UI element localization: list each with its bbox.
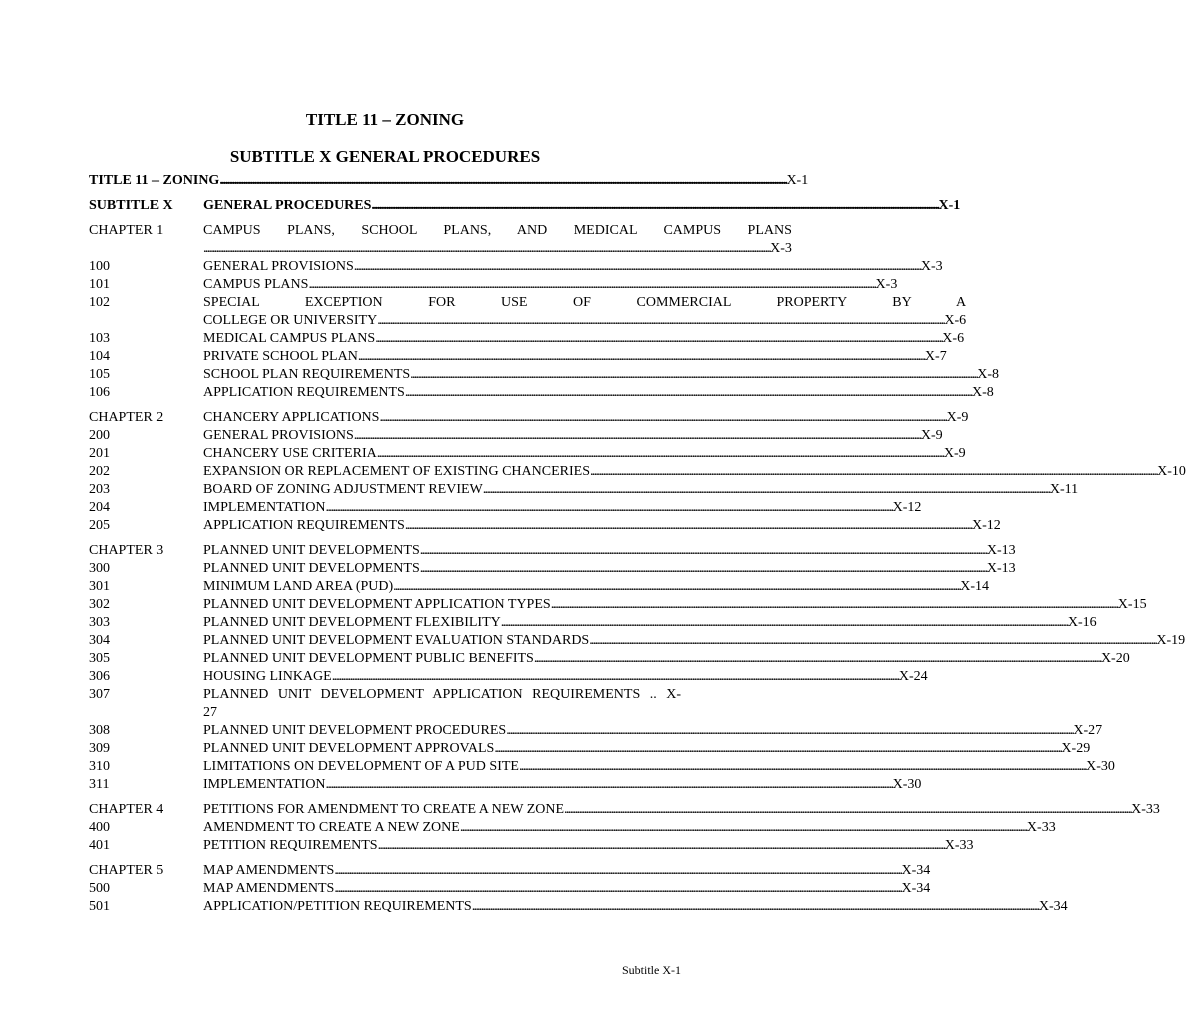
toc-entry-label: SPECIAL EXCEPTION FOR USE OF COMMERCIAL PROPERTY BY A — [203, 295, 967, 310]
toc-entry-subtitle-x[interactable] — [89, 197, 961, 215]
toc-entry-label: PLANNED UNIT DEVELOPMENT PUBLIC BENEFITS — [203, 651, 534, 666]
toc-entry-203[interactable] — [89, 481, 1079, 499]
toc-entry-305[interactable] — [89, 650, 1130, 668]
toc-entry-202[interactable] — [89, 463, 1186, 481]
toc-entry-number: 306 — [89, 669, 110, 684]
toc-entry-number: 303 — [89, 615, 110, 630]
toc-entry-page: X-10 — [1157, 464, 1186, 479]
toc-entry-page: X-34 — [1038, 899, 1068, 914]
toc-entry-number: 304 — [89, 633, 110, 648]
toc-entry-page: X-33 — [1026, 820, 1056, 835]
toc-entry-label: APPLICATION REQUIREMENTS — [203, 385, 405, 400]
toc-entry-307[interactable] — [89, 686, 681, 722]
toc-entry-310[interactable] — [89, 758, 1115, 776]
toc-entry-number: 400 — [89, 820, 110, 835]
toc-entry-number: 102 — [89, 295, 110, 310]
toc-entry-number: 205 — [89, 518, 110, 533]
toc-entry-number: 100 — [89, 259, 110, 274]
toc-entry-205[interactable] — [89, 517, 1001, 535]
toc-entry-page: X-6 — [944, 313, 967, 328]
toc-entry-label: GENERAL PROVISIONS — [203, 259, 354, 274]
toc-entry-200[interactable] — [89, 427, 943, 445]
toc-entry-page: X-15 — [1117, 597, 1147, 612]
toc-entry-number: CHAPTER 5 — [89, 863, 164, 878]
toc-entry-label: PLANNED UNIT DEVELOPMENT EVALUATION STANDARDS — [203, 633, 590, 648]
toc-entry-204[interactable] — [89, 499, 922, 517]
toc-entry-300[interactable] — [89, 560, 1016, 578]
toc-entry-page: X-9 — [946, 410, 969, 425]
toc-entry-label: TITLE 11 – ZONING — [89, 173, 220, 188]
toc-entry-number: 204 — [89, 500, 110, 515]
toc-entry-label: CAMPUS PLANS, SCHOOL PLANS, AND MEDICAL CAMPUS PLANS — [203, 223, 792, 238]
toc-entry-number: 101 — [89, 277, 110, 292]
toc-entry-number: 307 — [89, 687, 110, 702]
toc-entry-page: X-8 — [971, 385, 994, 400]
table-of-contents — [89, 172, 1186, 916]
toc-entry-chapter-1[interactable] — [89, 222, 792, 258]
toc-entry-page: X-24 — [898, 669, 928, 684]
toc-entry-label: IMPLEMENTATION — [203, 777, 326, 792]
toc-entry-chapter-5[interactable] — [89, 862, 931, 880]
toc-entry-number: 300 — [89, 561, 110, 576]
toc-entry-303[interactable] — [89, 614, 1097, 632]
toc-entry-page: X-29 — [1061, 741, 1091, 756]
toc-entry-page: X-20 — [1100, 651, 1130, 666]
toc-entry-500[interactable] — [89, 880, 931, 898]
toc-entry-page: X-6 — [942, 331, 965, 346]
toc-entry-title11[interactable] — [89, 172, 809, 190]
toc-entry-page: X-11 — [1049, 482, 1079, 497]
toc-entry-304[interactable] — [89, 632, 1186, 650]
toc-entry-page: X-33 — [1131, 802, 1160, 817]
toc-entry-102[interactable] — [89, 294, 967, 330]
toc-entry-page: X-3 — [875, 277, 898, 292]
toc-entry-chapter-3[interactable] — [89, 542, 1016, 560]
toc-entry-label: PETITIONS FOR AMENDMENT TO CREATE A NEW ZONE — [203, 802, 565, 817]
toc-entry-label: PRIVATE SCHOOL PLAN — [203, 349, 358, 364]
toc-entry-400[interactable] — [89, 819, 1056, 837]
toc-entry-101[interactable] — [89, 276, 898, 294]
toc-entry-label: MAP AMENDMENTS — [203, 863, 335, 878]
toc-entry-page: X-12 — [971, 518, 1001, 533]
toc-entry-label: APPLICATION/PETITION REQUIREMENTS — [203, 899, 472, 914]
toc-entry-page: X-34 — [901, 881, 931, 896]
toc-entry-label-cont: COLLEGE OR UNIVERSITY — [203, 313, 378, 328]
toc-entry-number: 106 — [89, 385, 110, 400]
toc-entry-number: 305 — [89, 651, 110, 666]
toc-entry-number: CHAPTER 3 — [89, 543, 164, 558]
toc-entry-label: SCHOOL PLAN REQUIREMENTS — [203, 367, 411, 382]
toc-entry-308[interactable] — [89, 722, 1103, 740]
toc-entry-number: 309 — [89, 741, 110, 756]
toc-entry-label: HOUSING LINKAGE — [203, 669, 332, 684]
page-subtitle: SUBTITLE X GENERAL PROCEDURES — [229, 147, 541, 166]
toc-entry-page: X-16 — [1067, 615, 1097, 630]
page-title: TITLE 11 – ZONING — [305, 110, 465, 129]
toc-entry-label: APPLICATION REQUIREMENTS — [203, 518, 405, 533]
toc-entry-label: PLANNED UNIT DEVELOPMENT APPLICATION REQUIREMENTS .. X- — [203, 687, 681, 702]
toc-entry-100[interactable] — [89, 258, 943, 276]
toc-entry-number: 302 — [89, 597, 110, 612]
toc-entry-301[interactable] — [89, 578, 990, 596]
toc-entry-number: 500 — [89, 881, 110, 896]
toc-entry-106[interactable] — [89, 384, 994, 402]
toc-entry-page: X-7 — [924, 349, 947, 364]
toc-entry-page: X-3 — [920, 259, 943, 274]
toc-entry-number: 311 — [89, 777, 110, 792]
toc-entry-label: LIMITATIONS ON DEVELOPMENT OF A PUD SITE — [203, 759, 519, 774]
toc-entry-309[interactable] — [89, 740, 1091, 758]
toc-entry-number: 301 — [89, 579, 110, 594]
toc-entry-label: CHANCERY APPLICATIONS — [203, 410, 380, 425]
toc-entry-number: 401 — [89, 838, 110, 853]
toc-entry-page: X-9 — [920, 428, 943, 443]
toc-entry-chapter-2[interactable] — [89, 409, 969, 427]
toc-entry-label: MAP AMENDMENTS — [203, 881, 335, 896]
toc-entry-label: EXPANSION OR REPLACEMENT OF EXISTING CHANCERIES — [203, 464, 590, 479]
toc-entry-label: GENERAL PROVISIONS — [203, 428, 354, 443]
toc-entry-label: PLANNED UNIT DEVELOPMENT APPROVALS — [203, 741, 495, 756]
toc-entry-label: CHANCERY USE CRITERIA — [203, 446, 377, 461]
toc-entry-number: 105 — [89, 367, 110, 382]
toc-entry-label: PLANNED UNIT DEVELOPMENT PROCEDURES — [203, 723, 507, 738]
toc-entry-page: X-9 — [943, 446, 966, 461]
toc-entry-page: X-13 — [986, 561, 1016, 576]
toc-entry-label: IMPLEMENTATION — [203, 500, 326, 515]
toc-entry-page: X-19 — [1156, 633, 1186, 648]
toc-entry-page: X-3 — [770, 241, 792, 256]
toc-entry-501[interactable] — [89, 898, 1068, 916]
toc-entry-number: 104 — [89, 349, 110, 364]
toc-entry-number: SUBTITLE X — [89, 198, 173, 213]
toc-entry-number: CHAPTER 4 — [89, 802, 164, 817]
toc-entry-label: CAMPUS PLANS — [203, 277, 309, 292]
toc-entry-label: PETITION REQUIREMENTS — [203, 838, 378, 853]
page-footer: Subtitle X-1 — [622, 963, 681, 977]
toc-entry-number: 203 — [89, 482, 110, 497]
toc-entry-number: 200 — [89, 428, 110, 443]
toc-entry-label: AMENDMENT TO CREATE A NEW ZONE — [203, 820, 460, 835]
toc-entry-104[interactable] — [89, 348, 947, 366]
toc-entry-number: CHAPTER 1 — [89, 223, 164, 238]
toc-entry-number: 501 — [89, 899, 110, 914]
toc-entry-page: X-8 — [977, 367, 1000, 382]
toc-entry-105[interactable] — [89, 366, 1000, 384]
toc-entry-page: X-34 — [901, 863, 931, 878]
toc-entry-label: PLANNED UNIT DEVELOPMENTS — [203, 561, 420, 576]
toc-entry-page: X-30 — [1086, 759, 1115, 774]
toc-entry-label: BOARD OF ZONING ADJUSTMENT REVIEW — [203, 482, 483, 497]
toc-entry-number: 308 — [89, 723, 110, 738]
toc-entry-number: 103 — [89, 331, 110, 346]
toc-entry-page: X-1 — [938, 198, 961, 213]
toc-entry-label: GENERAL PROCEDURES — [203, 198, 372, 213]
toc-entry-label: PLANNED UNIT DEVELOPMENTS — [203, 543, 420, 558]
toc-entry-201[interactable] — [89, 445, 966, 463]
toc-entry-number: 201 — [89, 446, 110, 461]
toc-entry-label: PLANNED UNIT DEVELOPMENT FLEXIBILITY — [203, 615, 501, 630]
toc-entry-page: 27 — [203, 705, 217, 720]
toc-entry-label: PLANNED UNIT DEVELOPMENT APPLICATION TYPES — [203, 597, 551, 612]
toc-entry-chapter-4[interactable] — [89, 801, 1160, 819]
toc-entry-311[interactable] — [89, 776, 922, 794]
toc-entry-number: 310 — [89, 759, 110, 774]
toc-entry-page: X-1 — [786, 173, 809, 188]
toc-entry-302[interactable] — [89, 596, 1147, 614]
toc-entry-page: X-13 — [986, 543, 1016, 558]
toc-entry-page: X-30 — [892, 777, 922, 792]
toc-entry-page: X-27 — [1073, 723, 1103, 738]
toc-entry-number: CHAPTER 2 — [89, 410, 164, 425]
toc-entry-page: X-12 — [892, 500, 922, 515]
toc-entry-401[interactable] — [89, 837, 974, 855]
toc-entry-number: 202 — [89, 464, 110, 479]
toc-entry-page: X-14 — [960, 579, 990, 594]
toc-entry-label: MEDICAL CAMPUS PLANS — [203, 331, 376, 346]
toc-entry-page: X-33 — [944, 838, 974, 853]
toc-entry-label: MINIMUM LAND AREA (PUD) — [203, 579, 394, 594]
toc-entry-306[interactable] — [89, 668, 928, 686]
toc-entry-103[interactable] — [89, 330, 965, 348]
